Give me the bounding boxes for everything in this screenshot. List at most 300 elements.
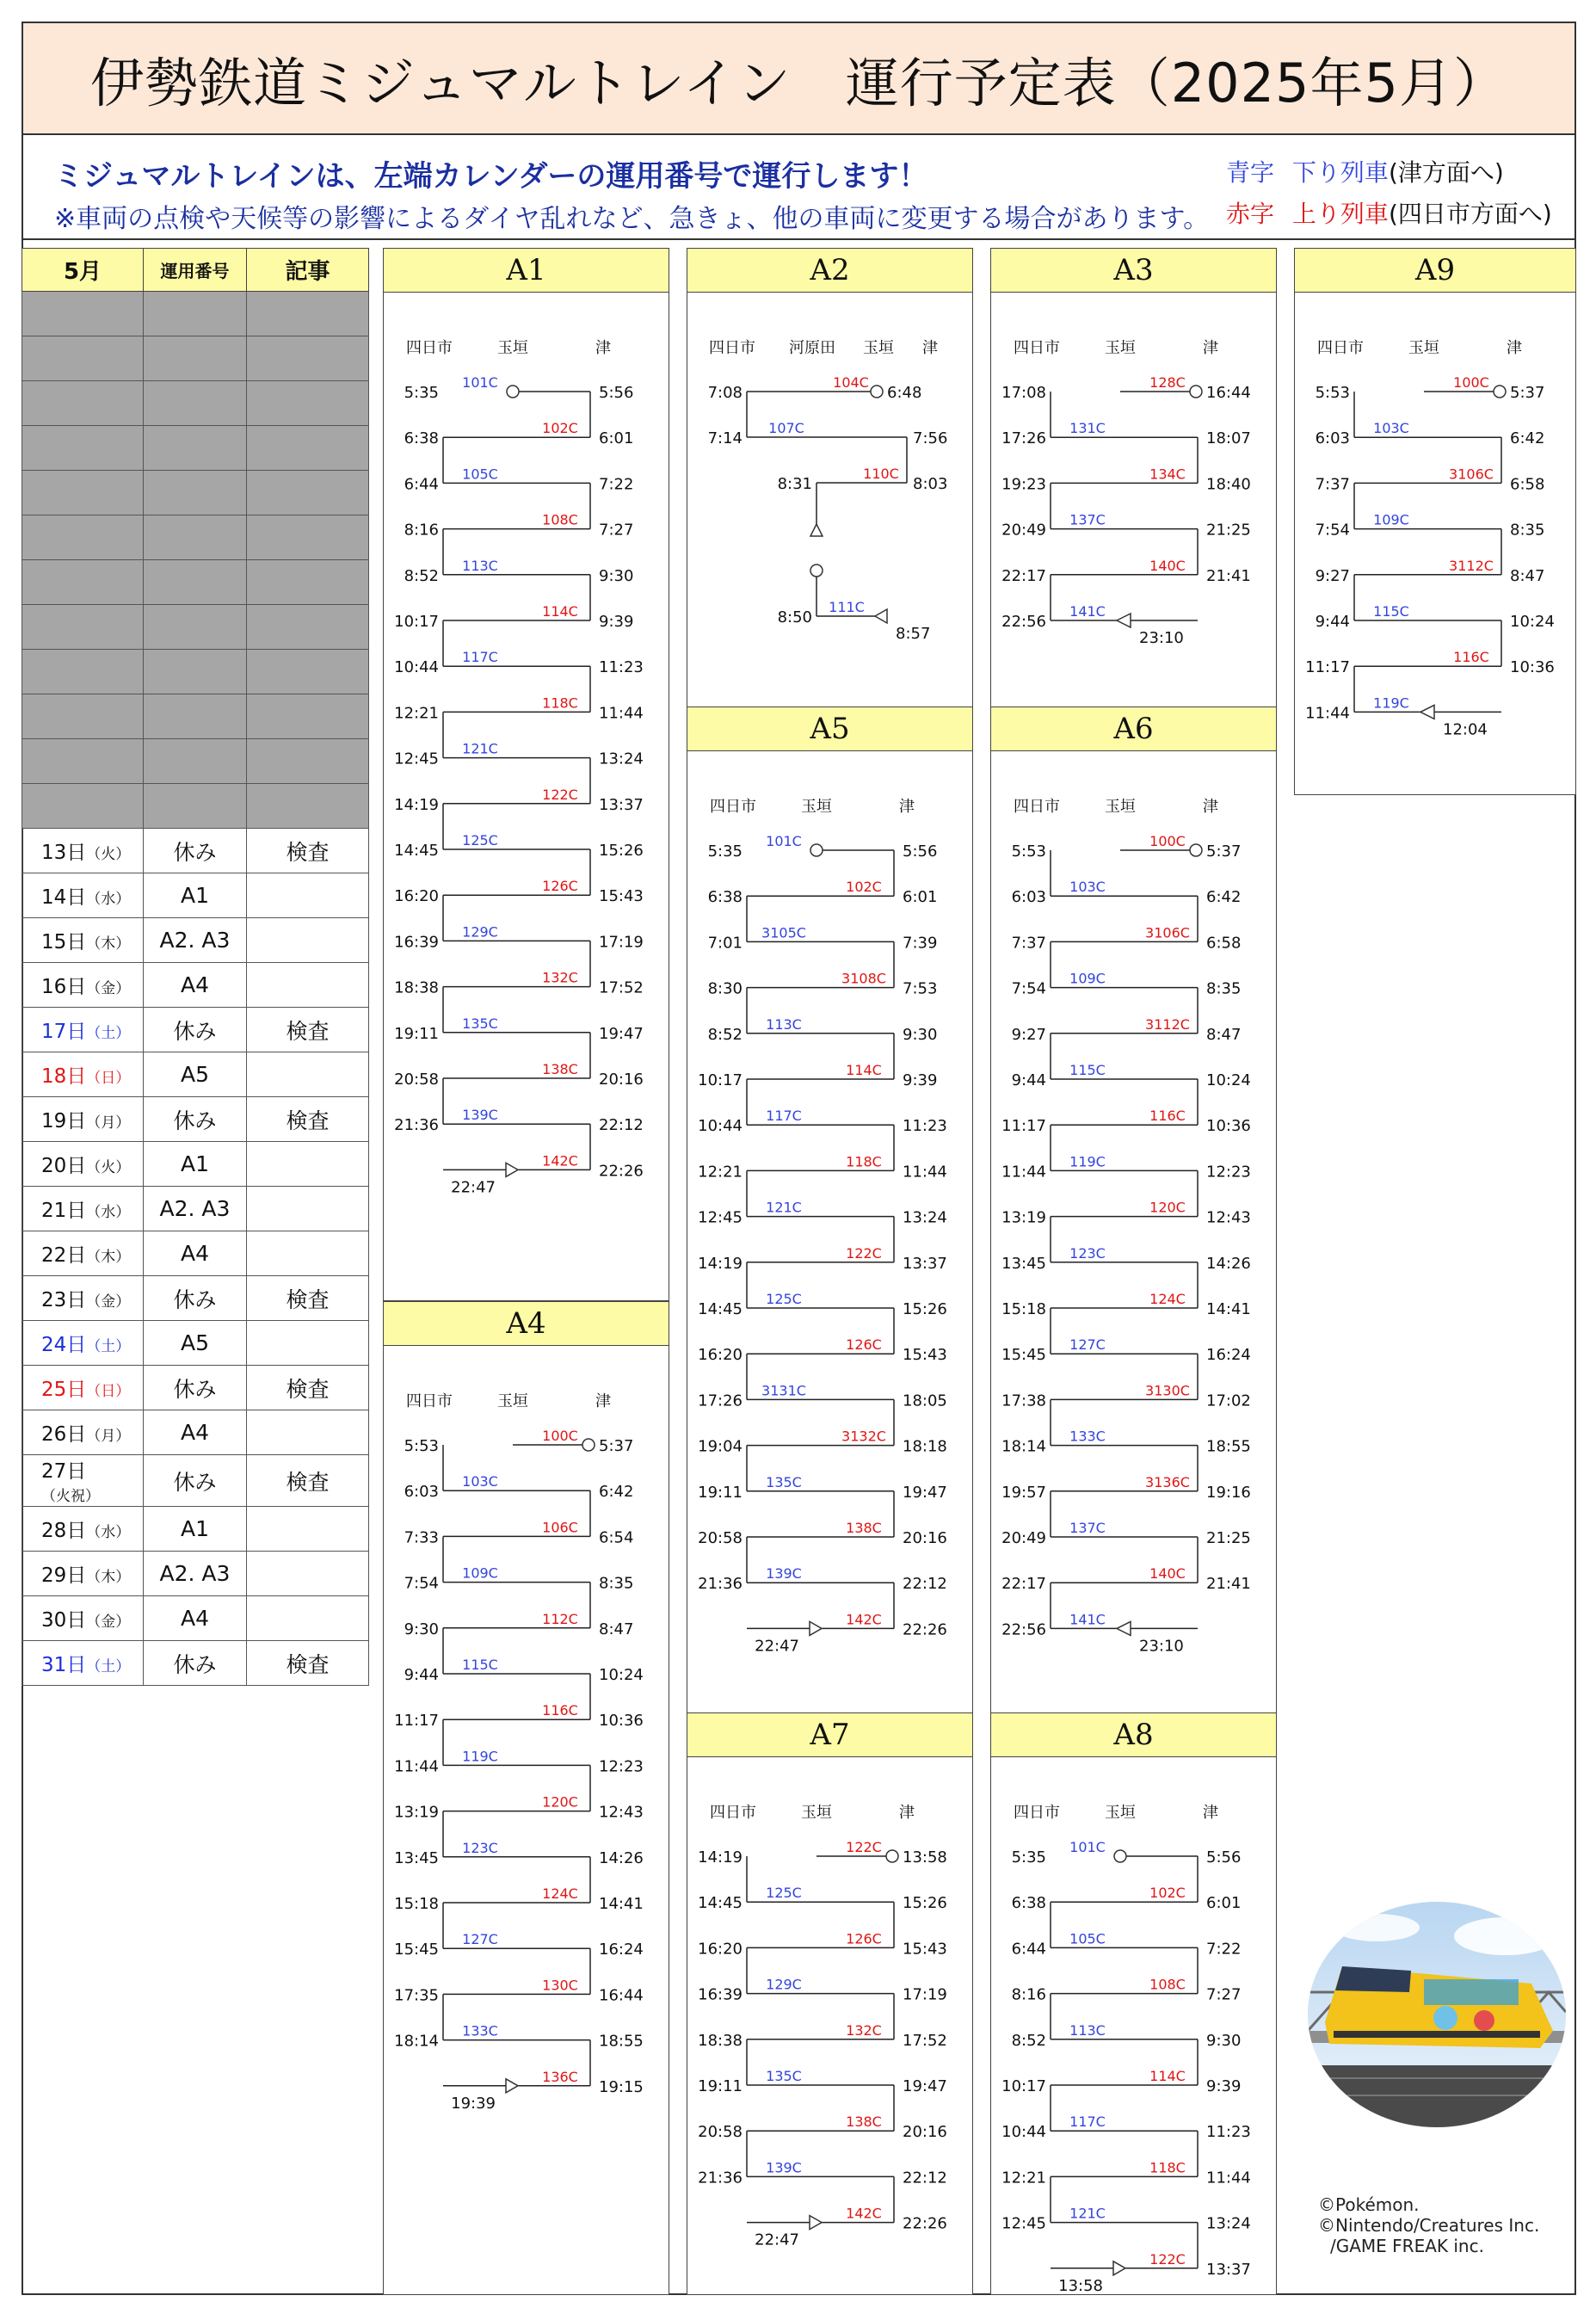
time-right: 8:03 (913, 475, 948, 493)
end-time: 22:47 (755, 2231, 799, 2249)
calendar-blank-cell (22, 292, 144, 336)
time-right: 11:44 (599, 704, 644, 723)
time-right: 15:26 (599, 842, 644, 860)
train-number: 139C (766, 2159, 802, 2176)
calendar-blank-cell (144, 650, 247, 694)
calendar-row (22, 1008, 369, 1052)
station-label: 四日市 (710, 798, 756, 816)
train-number: 100C (1453, 374, 1489, 391)
calendar-unit: A1 (144, 1507, 247, 1552)
train-number: 131C (1069, 420, 1106, 437)
time-left: 22:17 (1001, 566, 1046, 585)
train-number: 139C (766, 1565, 802, 1583)
time-right: 16:24 (599, 1941, 644, 1959)
train-number: 118C (1149, 2159, 1186, 2176)
start-circle-icon (1190, 844, 1202, 856)
train-number: 100C (542, 1428, 578, 1444)
train-number: 120C (1149, 1199, 1186, 1216)
time-left: 8:52 (707, 1025, 743, 1044)
calendar-row (22, 1276, 369, 1321)
calendar-row (22, 1410, 369, 1455)
time-right: 13:24 (903, 1208, 947, 1227)
diagram-A5-header: A5 (687, 707, 972, 751)
copyright-credit (1318, 2194, 1539, 2256)
time-left: 10:44 (1001, 2123, 1046, 2142)
time-right: 8:57 (896, 625, 931, 643)
train-number: 103C (462, 1473, 498, 1490)
time-right: 6:42 (1510, 429, 1545, 448)
train-number: 127C (1069, 1336, 1106, 1354)
end-time: 22:47 (755, 1637, 799, 1656)
calendar-note (247, 1552, 369, 1596)
time-right: 17:19 (903, 1985, 947, 2004)
time-left: 14:45 (394, 842, 439, 860)
time-left: 13:19 (1001, 1208, 1046, 1227)
calendar-blank-cell (22, 739, 144, 784)
time-left: 12:21 (1001, 2169, 1046, 2188)
train-number: 108C (542, 511, 578, 528)
calendar-weekday: （火祝） (41, 1488, 100, 1505)
time-left: 9:27 (1011, 1025, 1046, 1044)
calendar-blank-cell (247, 560, 369, 605)
train-number: 3105C (761, 924, 806, 941)
train-number: 3106C (1145, 924, 1190, 941)
calendar-note: 検査 (247, 1641, 369, 1686)
train-number: 117C (1069, 2113, 1106, 2131)
time-right: 8:35 (599, 1574, 634, 1593)
end-triangle-icon (875, 609, 887, 623)
calendar-day: 13日 (41, 842, 87, 864)
calendar-date (22, 1097, 144, 1142)
time-left: 22:56 (1001, 1620, 1046, 1639)
train-number: 119C (462, 1748, 498, 1765)
calendar-weekday: （土） (86, 1658, 131, 1675)
calendar-day: 27日 (41, 1460, 87, 1483)
time-right: 14:26 (1206, 1254, 1251, 1273)
time-left: 8:16 (1011, 1985, 1046, 2004)
time-right: 10:36 (599, 1712, 644, 1731)
train-number: 124C (1149, 1291, 1186, 1307)
calendar-header-month: 5月 (22, 249, 144, 292)
time-left: 20:49 (1001, 521, 1046, 540)
time-left: 21:36 (394, 1116, 439, 1135)
intro-line-1: ミジュマルトレインは、左端カレンダーの運用番号で運行します！ (54, 159, 928, 194)
time-right: 9:30 (599, 566, 634, 585)
time-right: 12:23 (599, 1757, 644, 1776)
time-left: 12:45 (698, 1208, 743, 1227)
calendar-note (247, 963, 369, 1008)
station-label: 玉垣 (497, 339, 528, 357)
time-right: 21:41 (1206, 1575, 1251, 1594)
calendar-weekday: （月） (86, 1114, 131, 1132)
calendar-row (22, 1321, 369, 1366)
train-number: 119C (1069, 1153, 1106, 1170)
calendar-weekday: （金） (86, 1293, 131, 1311)
time-left: 7:54 (404, 1574, 439, 1593)
time-right: 5:56 (903, 842, 938, 861)
time-left: 7:54 (1011, 979, 1046, 998)
diagram-A4-header: A4 (384, 1302, 669, 1346)
page-title-text: 伊勢鉄道ミジュマルトレイン 運行予定表（2025年5月） (90, 51, 1507, 114)
time-right: 14:26 (599, 1848, 644, 1867)
station-label: 津 (1203, 798, 1218, 816)
calendar-day: 15日 (41, 931, 87, 953)
train-number: 119C (1373, 694, 1409, 712)
calendar-weekday: （金） (86, 1614, 131, 1631)
time-right: 8:35 (1206, 979, 1242, 998)
time-left: 18:38 (698, 2031, 743, 2050)
train-number: 135C (766, 2068, 802, 2084)
calendar-date (22, 918, 144, 963)
station-label: 玉垣 (1408, 339, 1439, 357)
credit-line-3: /GAME FREAK inc. (1330, 2236, 1484, 2256)
time-right: 7:53 (903, 979, 938, 998)
time-right: 7:27 (1206, 1985, 1242, 2004)
end-time: 12:04 (1443, 720, 1488, 739)
time-right: 9:39 (599, 613, 634, 631)
time-right: 12:43 (599, 1803, 644, 1822)
calendar-date (22, 1321, 144, 1366)
time-right: 11:44 (1206, 2169, 1251, 2188)
train-number: 100C (1149, 833, 1186, 849)
train-number: 3131C (761, 1382, 806, 1399)
calendar-blank-cell (144, 336, 247, 381)
calendar-day: 30日 (41, 1609, 87, 1632)
station-label: 玉垣 (1105, 798, 1136, 816)
calendar-note (247, 1410, 369, 1455)
calendar-blank-cell (247, 336, 369, 381)
train-number: 104C (833, 374, 869, 391)
calendar-blank-cell (22, 381, 144, 426)
time-right: 18:07 (1206, 429, 1251, 448)
train-number: 126C (846, 1336, 882, 1354)
train-number: 105C (462, 466, 498, 483)
train-number: 102C (1149, 1885, 1186, 1902)
calendar-weekday: （水） (86, 1204, 131, 1221)
train-number: 118C (542, 694, 578, 712)
calendar-blank-row (22, 515, 369, 560)
diagram-A6 (990, 707, 1277, 1715)
train-number: 125C (462, 832, 498, 848)
time-right: 15:26 (903, 1894, 947, 1913)
time-left: 6:38 (1011, 1894, 1046, 1913)
calendar-unit: A4 (144, 1596, 247, 1641)
time-left: 7:08 (707, 384, 743, 402)
time-left: 13:45 (394, 1848, 439, 1867)
time-right: 18:05 (903, 1391, 947, 1410)
calendar-unit: 休み (144, 829, 247, 873)
station-label: 津 (1507, 339, 1522, 357)
time-left: 14:19 (698, 1848, 743, 1867)
diagram-A7-svg (687, 1757, 974, 2296)
time-left: 22:17 (1001, 1575, 1046, 1594)
train-number: 126C (846, 1930, 882, 1947)
time-left: 10:17 (1001, 2077, 1046, 2095)
end-flag-icon (1113, 2262, 1125, 2275)
calendar-unit: A1 (144, 1142, 247, 1187)
train-number: 3136C (1145, 1473, 1190, 1490)
start-circle-icon (810, 844, 823, 856)
time-right: 9:39 (903, 1071, 938, 1089)
time-right: 22:26 (903, 2214, 947, 2233)
train-number: 101C (1069, 1839, 1106, 1855)
train-number: 116C (1149, 1108, 1186, 1125)
train-number: 116C (542, 1702, 578, 1719)
train-number: 112C (542, 1610, 578, 1627)
time-right: 10:36 (1510, 658, 1555, 677)
page-title (22, 22, 1576, 135)
train-number: 123C (462, 1839, 498, 1856)
time-left: 21:36 (698, 2169, 743, 2188)
time-right: 6:48 (887, 384, 922, 402)
depot-triangle-icon (810, 524, 823, 536)
train-number: 121C (1069, 2205, 1106, 2222)
time-left: 16:39 (394, 933, 439, 952)
calendar-unit: 休み (144, 1641, 247, 1686)
legend-down-label: 青字 (1226, 158, 1275, 187)
calendar-blank-cell (247, 471, 369, 515)
time-left: 9:44 (1315, 613, 1350, 631)
time-right: 19:47 (599, 1024, 644, 1043)
train-number: 110C (863, 466, 899, 482)
train-number: 135C (766, 1473, 802, 1490)
train-illustration (1308, 1902, 1566, 2127)
calendar-blank-cell (22, 650, 144, 694)
calendar-note (247, 1052, 369, 1097)
station-label: 玉垣 (497, 1392, 528, 1410)
calendar-unit: 休み (144, 1276, 247, 1321)
time-left: 5:35 (404, 384, 439, 402)
train-number: 129C (462, 923, 498, 941)
calendar-weekday: （金） (86, 980, 131, 997)
time-right: 14:41 (599, 1895, 644, 1913)
legend-up (1226, 195, 1552, 230)
calendar-blank-row (22, 381, 369, 426)
calendar-weekday: （日） (86, 1070, 131, 1087)
calendar-weekday: （日） (86, 1383, 131, 1400)
calendar-weekday: （水） (86, 1524, 131, 1541)
diagram-A2 (687, 248, 973, 709)
train-number: 3112C (1449, 557, 1494, 574)
train-number: 134C (1149, 466, 1186, 483)
train-number: 3106C (1449, 466, 1494, 483)
calendar-date (22, 1507, 144, 1552)
time-left: 20:58 (394, 1071, 439, 1089)
calendar-weekday: （木） (86, 1569, 131, 1586)
calendar-row (22, 1366, 369, 1410)
train-number: 3132C (841, 1428, 886, 1445)
calendar-unit: A4 (144, 963, 247, 1008)
time-right: 6:54 (599, 1528, 634, 1547)
intro-line-2: ※車両の点検や天候等の影響によるダイヤ乱れなど、急きょ、他の車両に変更する場合があります。 (54, 204, 1210, 234)
calendar-note: 検査 (247, 1366, 369, 1410)
time-left: 10:44 (698, 1117, 743, 1136)
calendar-note: 検査 (247, 1008, 369, 1052)
calendar-blank-cell (22, 515, 144, 560)
time-right: 5:37 (599, 1437, 634, 1455)
train-number: 120C (542, 1793, 578, 1811)
station-label: 四日市 (1014, 339, 1060, 357)
time-right: 17:19 (599, 933, 644, 952)
station-label: 津 (1203, 339, 1218, 357)
start-circle-icon (507, 386, 519, 398)
time-left: 12:45 (394, 750, 439, 768)
train-number: 114C (1149, 2068, 1186, 2084)
calendar-blank-row (22, 471, 369, 515)
calendar-weekday: （土） (86, 1338, 131, 1355)
calendar-note: 検査 (247, 829, 369, 873)
calendar-day: 16日 (41, 976, 87, 998)
train-number: 105C (1069, 1930, 1106, 1947)
station-label: 津 (595, 1392, 611, 1410)
calendar-body (22, 292, 369, 1686)
diagram-A1-header: A1 (384, 249, 669, 293)
time-right: 20:16 (599, 1071, 644, 1089)
station-label: 玉垣 (1105, 1804, 1136, 1822)
calendar-row (22, 1507, 369, 1552)
calendar-date (22, 963, 144, 1008)
station-label: 玉垣 (801, 1804, 832, 1822)
train-number: 114C (542, 603, 578, 620)
time-left: 6:03 (404, 1483, 439, 1502)
train-number: 142C (846, 2205, 882, 2222)
time-right: 11:23 (903, 1117, 947, 1136)
calendar-date (22, 1596, 144, 1641)
time-left: 18:14 (1001, 1437, 1046, 1456)
train-number: 118C (846, 1153, 882, 1170)
time-left: 17:26 (1001, 429, 1046, 448)
calendar-day: 20日 (41, 1155, 87, 1177)
calendar-unit: A2. A3 (144, 1552, 247, 1596)
train-number: 117C (462, 649, 498, 666)
time-right: 8:35 (1510, 521, 1545, 540)
time-left: 21:36 (698, 1575, 743, 1594)
calendar-unit: A5 (144, 1052, 247, 1097)
calendar-row (22, 1641, 369, 1686)
station-label: 玉垣 (1105, 339, 1136, 357)
time-right: 10:24 (1206, 1071, 1251, 1089)
train-number: 142C (846, 1611, 882, 1628)
calendar-blank-cell (144, 784, 247, 829)
time-left: 16:39 (698, 1985, 743, 2004)
diagram-A3-header: A3 (991, 249, 1276, 293)
time-right: 6:01 (1206, 1894, 1242, 1913)
calendar-blank-cell (144, 515, 247, 560)
train-number: 129C (766, 1976, 802, 1993)
calendar-blank-row (22, 605, 369, 650)
diagram-A6-header: A6 (991, 707, 1276, 751)
station-label: 四日市 (406, 1392, 453, 1410)
diagram-A2-header: A2 (687, 249, 972, 293)
station-label: 四日市 (1014, 798, 1060, 816)
train-number: 125C (766, 1885, 802, 1902)
time-left: 16:20 (698, 1940, 743, 1959)
train-number: 124C (542, 1885, 578, 1902)
time-right: 20:16 (903, 2123, 947, 2142)
time-left: 8:30 (707, 979, 743, 998)
time-right: 18:18 (903, 1437, 947, 1456)
time-right: 13:24 (599, 750, 644, 768)
time-left: 17:08 (1001, 384, 1046, 402)
calendar-blank-cell (247, 426, 369, 471)
time-left: 7:54 (1315, 521, 1350, 540)
calendar-unit: A2. A3 (144, 1187, 247, 1231)
diagram-A2-svg (687, 293, 974, 710)
time-right: 7:22 (599, 475, 634, 494)
calendar-blank-row (22, 426, 369, 471)
train-number: 117C (766, 1108, 802, 1125)
start-circle-icon (582, 1439, 595, 1451)
time-right: 21:25 (1206, 1529, 1251, 1547)
time-right: 10:36 (1206, 1117, 1251, 1136)
calendar-blank-cell (22, 471, 144, 515)
time-right: 6:01 (599, 429, 634, 448)
start-circle-icon (1494, 386, 1506, 398)
station-label: 津 (922, 339, 938, 357)
end-flag-icon (506, 2079, 518, 2093)
diagram-A3 (990, 248, 1277, 709)
station-label: 四日市 (710, 1804, 756, 1822)
time-left: 15:18 (1001, 1300, 1046, 1318)
time-left: 14:45 (698, 1300, 743, 1318)
train-number: 141C (1069, 1611, 1106, 1628)
train-number: 115C (1373, 603, 1409, 620)
time-right: 10:24 (599, 1666, 644, 1684)
time-left: 14:19 (698, 1254, 743, 1273)
time-left: 6:03 (1011, 888, 1046, 907)
time-left: 11:44 (1305, 704, 1350, 723)
time-left: 12:21 (394, 704, 439, 723)
time-right: 5:37 (1510, 384, 1545, 402)
time-right: 22:12 (903, 1575, 947, 1594)
calendar-unit: 休み (144, 1097, 247, 1142)
calendar-row (22, 918, 369, 963)
calendar-blank-cell (22, 560, 144, 605)
calendar-date (22, 829, 144, 873)
time-left: 15:18 (394, 1895, 439, 1913)
train-number: 136C (542, 2068, 578, 2085)
calendar-weekday: （木） (86, 935, 131, 953)
credit-line-1: ©Pokémon. (1318, 2194, 1420, 2215)
time-right: 17:52 (599, 978, 644, 997)
calendar-unit: 休み (144, 1008, 247, 1052)
diagram-A7 (687, 1712, 973, 2295)
calendar-unit: A1 (144, 873, 247, 918)
time-left: 19:11 (698, 2077, 743, 2095)
time-right: 11:23 (599, 658, 644, 677)
time-right: 7:39 (903, 934, 938, 953)
calendar-row (22, 1455, 369, 1507)
time-left: 18:38 (394, 978, 439, 997)
calendar-note (247, 873, 369, 918)
time-right: 14:41 (1206, 1300, 1251, 1318)
time-right: 19:16 (1206, 1483, 1251, 1502)
time-right: 15:26 (903, 1300, 947, 1318)
calendar-date (22, 1366, 144, 1410)
diagram-A8-header: A8 (991, 1713, 1276, 1757)
train-number: 130C (542, 1977, 578, 1994)
calendar-row (22, 1142, 369, 1187)
station-label: 四日市 (406, 339, 453, 357)
end-flag-icon (810, 1621, 822, 1635)
train-number: 133C (462, 2022, 498, 2039)
calendar (22, 248, 368, 1686)
calendar-blank-row (22, 650, 369, 694)
time-right: 11:44 (903, 1163, 947, 1182)
diagram-A9-svg (1295, 293, 1577, 796)
start-circle-icon (886, 1850, 898, 1862)
calendar-note (247, 1321, 369, 1366)
